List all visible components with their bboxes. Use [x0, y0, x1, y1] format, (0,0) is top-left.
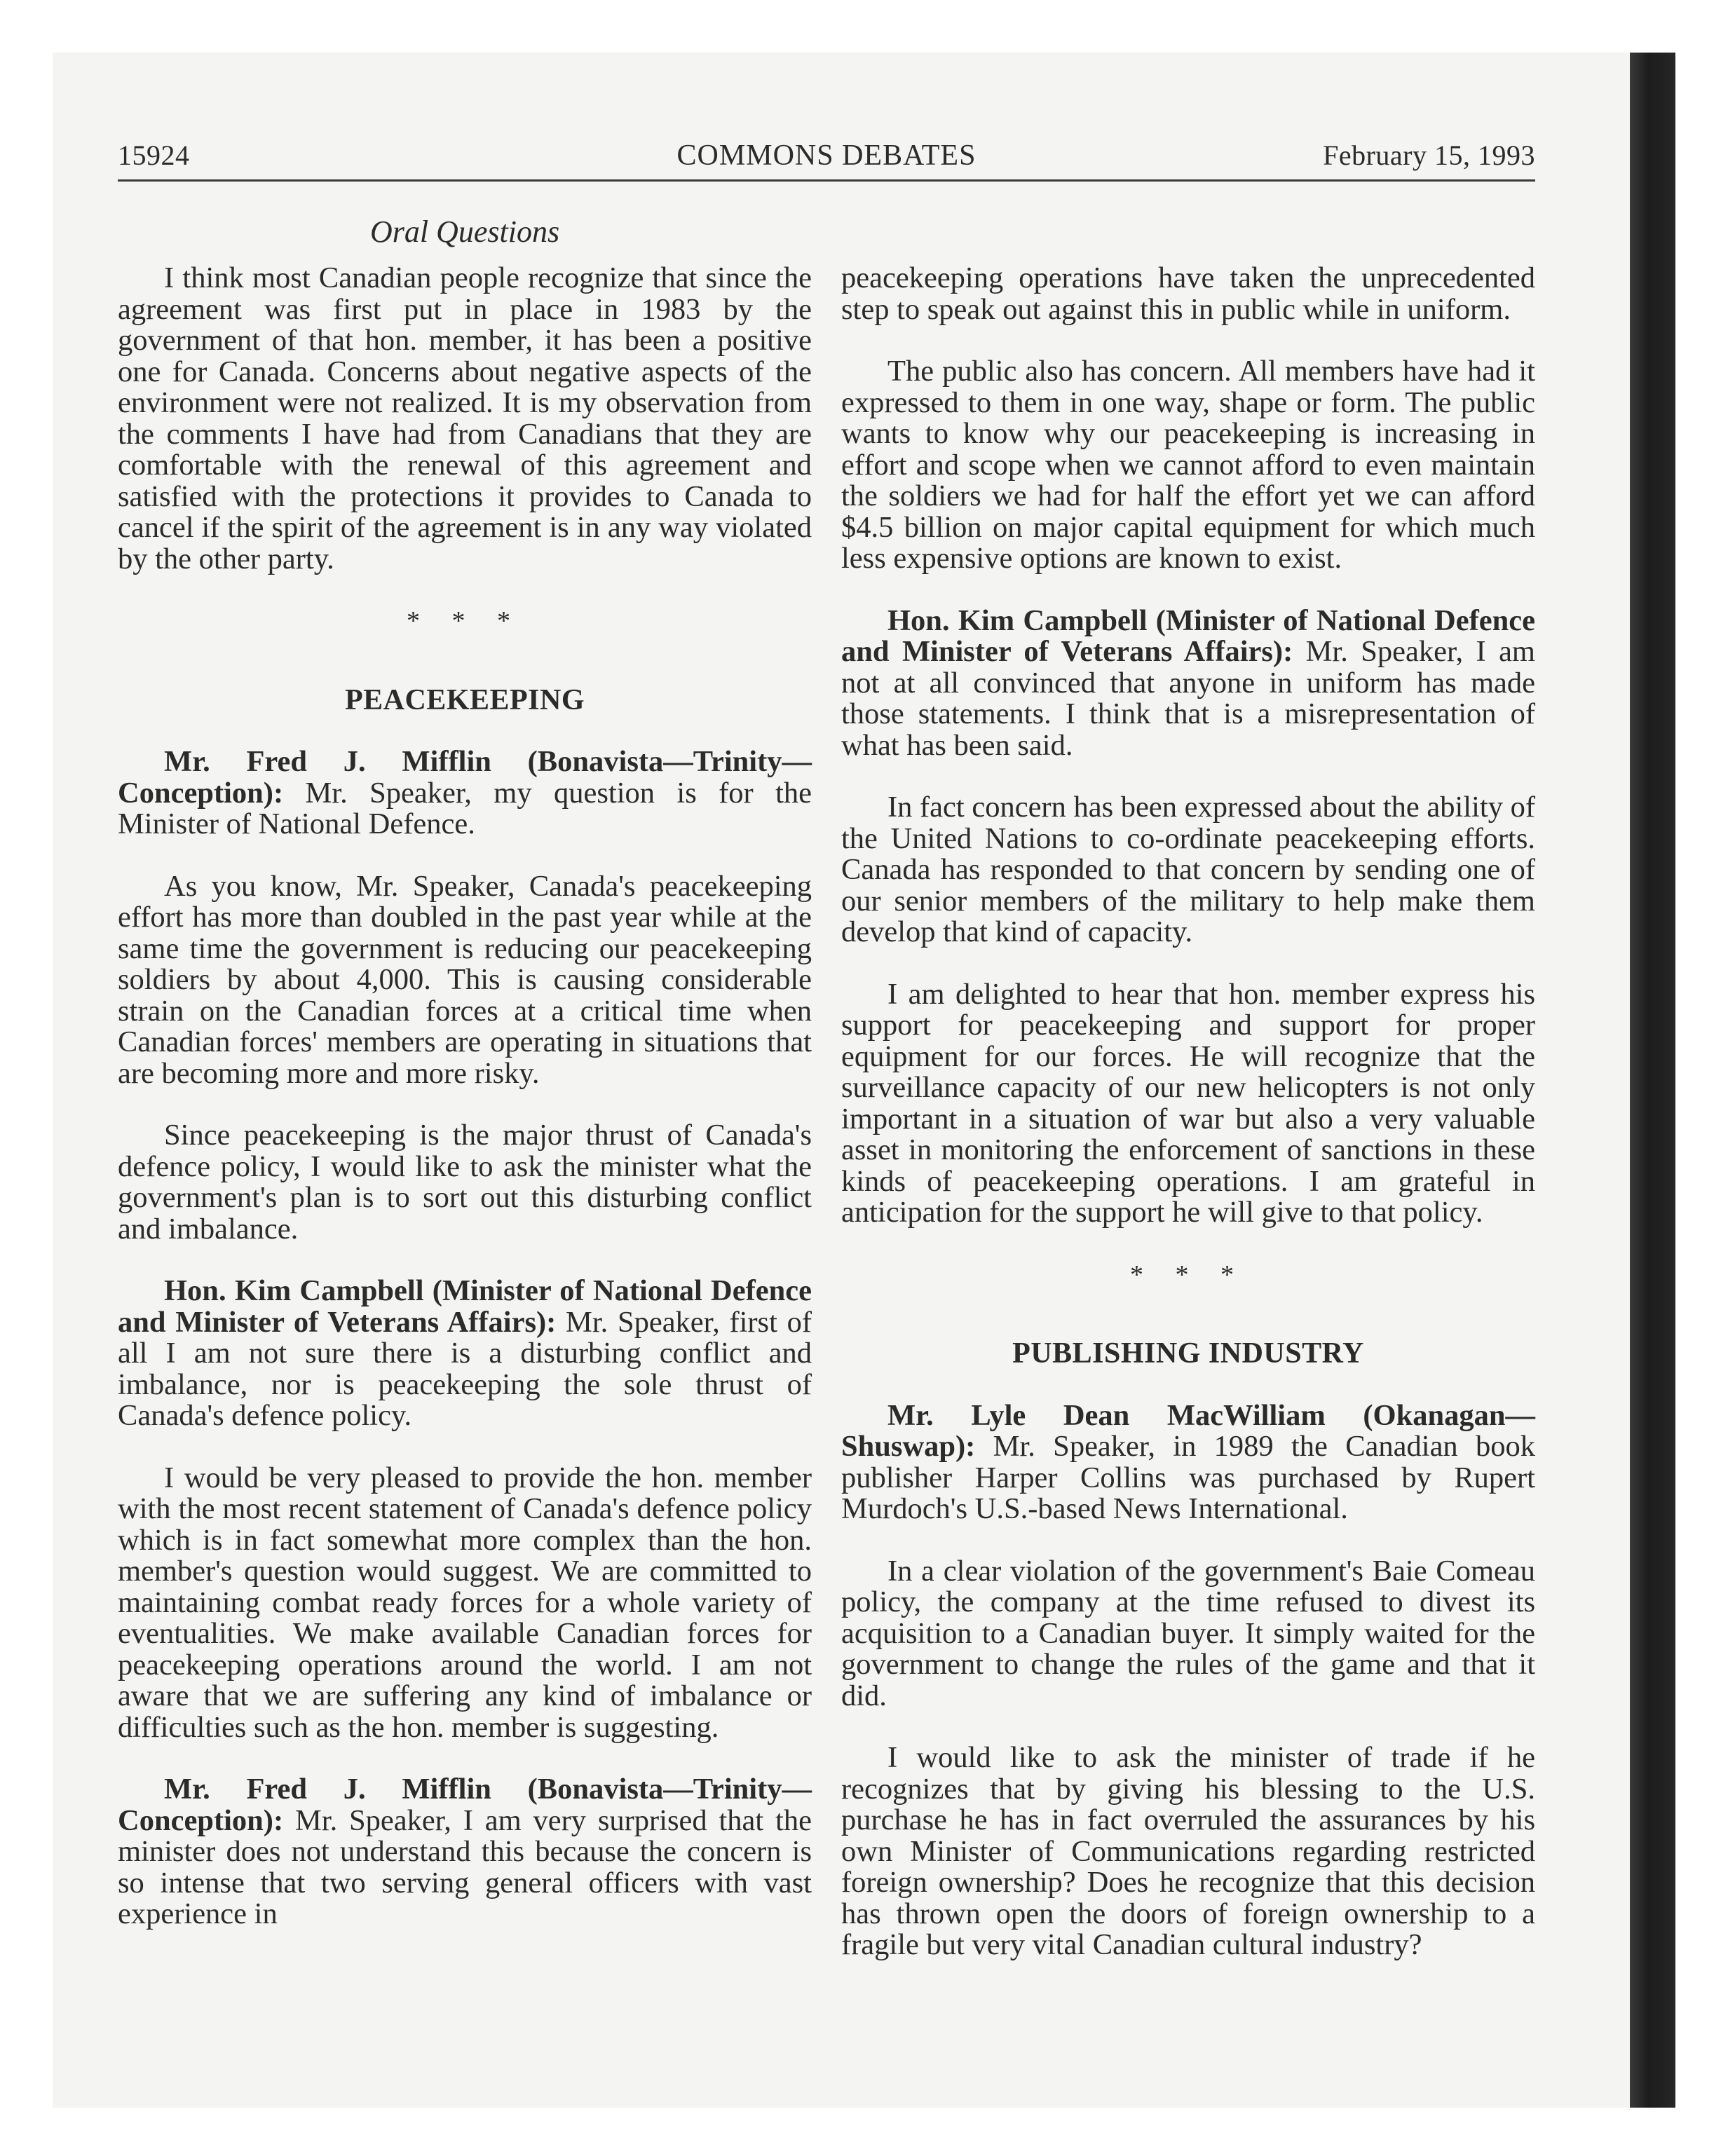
paragraph: As you know, Mr. Speaker, Canada's peacekeeping effort has more than doubled in the past year while at the same time the government is reducing our peacekeeping soldiers by about 4,000. This is causing considerable strain on the Canadian forces at a critical time when Canadian forces' members are operating in situations that are becoming more and more risky.: [118, 869, 812, 1090]
speaker-name: Hon. Kim Campbell (Minister of National Defence and Minister of Veterans Affairs):: [118, 1274, 812, 1339]
paragraph: I think most Canadian people recognize that since the agreement was first put in place in 1983 by the government of that hon. member, it has been a positive one for Canada. Concerns about negative aspects of the environment were not realized. It is my observation from the comments I have had from Canadians that they are comfortable with the renewal of this agreement and satisfied with the protections it provides to Canada to cancel if the spirit of the agreement is in any way violated by the other party.: [118, 261, 812, 575]
section-label: Oral Questions: [369, 214, 560, 249]
scan-edge-shadow: [1630, 53, 1675, 2108]
journal-title: COMMONS DEBATES: [676, 139, 977, 172]
paragraph: The public also has concern. All members have had it expressed to them in one way, shape or form. The public wants to know why our peacekeeping is increasing in effort and scope when we cannot afford to even maintain the soldiers we had for half the effort yet we can afford $4.5 billion on major capital equipment for which much less expensive options are known to exist.: [841, 355, 1535, 575]
speech-text: Mr. Speaker, my question is for the Minister of National Defence.: [118, 776, 812, 840]
paragraph: I am delighted to hear that hon. member express his support for peacekeeping and support for proper equipment for our forces. He will recognize that the surveillance capacity of our new helicopters is not only important in a situation of war but also a very valuable asset in monitoring the enforcement of sanctions in these kinds of peacekeeping operations. I am grateful in anticipation for the support he will give to that policy.: [841, 977, 1535, 1229]
speaker-name: Mr. Fred J. Mifflin (Bonavista—Trinity—Conception):: [118, 745, 812, 810]
page-number: 15924: [118, 139, 190, 171]
section-separator: * * *: [1130, 1260, 1246, 1290]
speech-text: Mr. Speaker, I am very surprised that the minister does not understand this because the concern is so intense that two serving general officers with vast experience in: [118, 1803, 812, 1930]
page-date: February 15, 1993: [1323, 139, 1535, 171]
paragraph: I would like to ask the minister of trade if he recognizes that by giving his blessing to the U.S. purchase he has in fact overruled the assurances by his own Minister of Communications regarding restricted foreign ownership? Does he recognize that this decision has thrown open the doors of foreign ownership to a fragile but very vital Canadian cultural industry?: [841, 1741, 1535, 1961]
section-separator: * * *: [407, 606, 523, 636]
speech-text: Mr. Speaker, first of all I am not sure there is a disturbing conflict and imbalance, nor is peacekeeping the sole thrust of Canada's defence policy.: [118, 1305, 812, 1432]
paragraph: peacekeeping operations have taken the unprecedented step to speak out against this in public while in uniform.: [841, 261, 1535, 326]
speech-text: Mr. Speaker, in 1989 the Canadian book publisher Harper Collins was purchased by Rupert Murdoch's U.S.-based News International.: [841, 1430, 1535, 1525]
paragraph: [118, 1774, 812, 1930]
paragraph: I would be very pleased to provide the hon. member with the most recent statement of Canada's defence policy which is in fact somewhat more complex than the hon. member's question would suggest. We are committed to maintaining combat ready forces for a whole variety of eventualities. We make available Canadian forces for peacekeeping operations around the world. I am not aware that we are suffering any kind of imbalance or difficulties such as the hon. member is suggesting.: [118, 1461, 812, 1744]
paragraph: [841, 1400, 1535, 1525]
page-header: [118, 139, 1535, 181]
header-rule: [118, 179, 1535, 182]
section-heading: PEACEKEEPING: [344, 683, 585, 716]
paragraph: In a clear violation of the government's Baie Comeau policy, the company at the time refused to divest its acquisition to a Canadian buyer. It simply waited for the government to change the rules of the game and that it did.: [841, 1554, 1535, 1712]
speaker-name: Mr. Fred J. Mifflin (Bonavista—Trinity—Conception):: [118, 1773, 812, 1837]
paragraph: [118, 746, 812, 840]
speech-text: Mr. Speaker, I am not at all convinced that anyone in uniform has made those statements. I think that is a misrepresentation of what has been said.: [841, 635, 1535, 762]
section-heading: PUBLISHING INDUSTRY: [1012, 1337, 1364, 1370]
right-column: [841, 263, 1535, 1992]
paragraph: [841, 603, 1535, 762]
left-column: [118, 263, 812, 1961]
speaker-name: Hon. Kim Campbell (Minister of National Defence and Minister of Veterans Affairs):: [841, 603, 1535, 668]
paragraph: Since peacekeeping is the major thrust of Canada's defence policy, I would like to ask the minister what the government's plan is to sort out this disturbing conflict and imbalance.: [118, 1119, 812, 1246]
speaker-name: Mr. Lyle Dean MacWilliam (Okanagan—Shuswap):: [841, 1398, 1535, 1463]
paragraph: In fact concern has been expressed about the ability of the United Nations to co-ordinate peacekeeping efforts. Canada has responded to that concern by sending one of our senior members of the military to help make them develop that kind of capacity.: [841, 791, 1536, 948]
paragraph: [118, 1276, 812, 1432]
